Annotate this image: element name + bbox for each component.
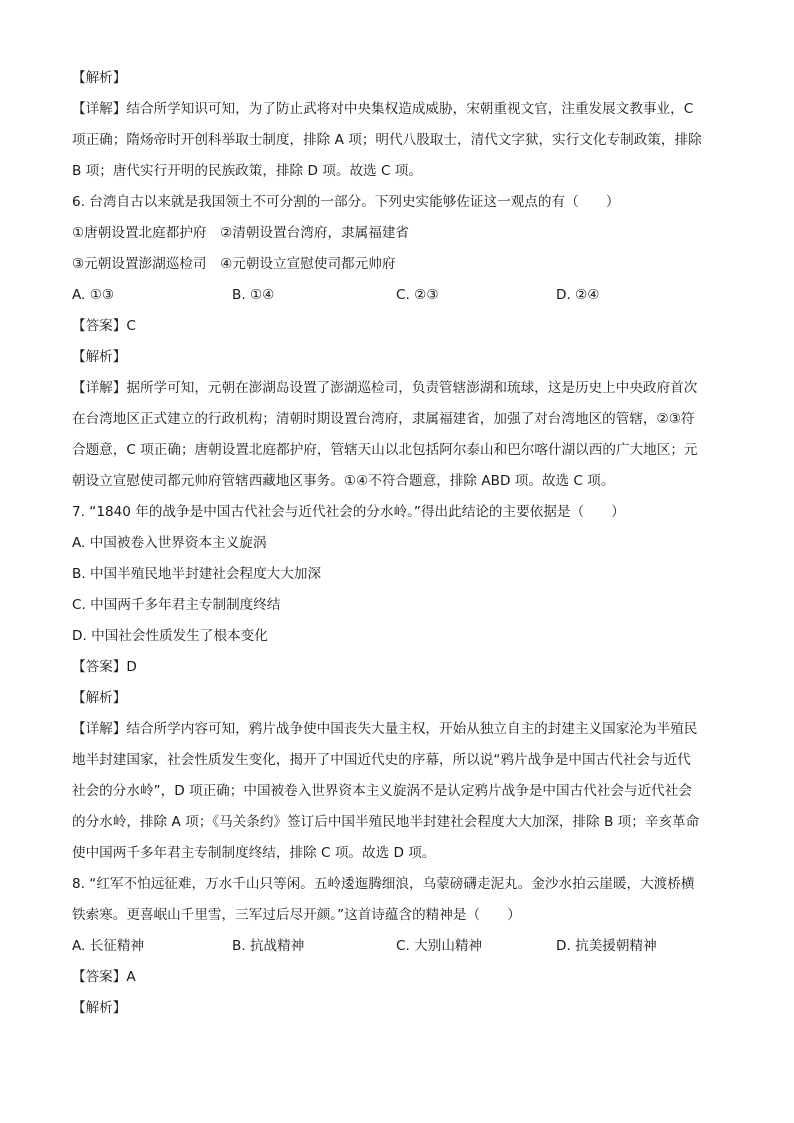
option-a: A. ①③ [72, 287, 115, 303]
text-line: 的分水岭，排除 A 项；《马关条约》签订后中国半殖民地半封建社会程度大大加深，排除 B 项；辛亥革命 [72, 814, 700, 830]
option-b: B. 抗战精神 [232, 938, 305, 954]
text-line: 社会的分水岭”，D 项正确；中国被卷入世界资本主义旋涡不是认定鸦片战争是中国古代社会与近代社会 [72, 783, 692, 799]
answer-label: 【答案】C [72, 318, 136, 334]
text-line: ③元朝设置澎湖巡检司 ④元朝设立宣慰使司都元帅府 [72, 256, 396, 272]
text-line: 【详解】结合所学知识可知，为了防止武将对中央集权造成威胁，宋朝重视文官，注重发展文教事业，C [72, 101, 694, 117]
text-line: 铁索寒。更喜岷山千里雪，三军过后尽开颜。”这首诗蕴含的精神是（ ） [72, 907, 521, 923]
option-d: D. 抗美援朝精神 [556, 938, 657, 954]
text-line: 地半封建国家，社会性质发生变化，揭开了中国近代史的序幕，所以说“鸦片战争是中国古代社会与近代 [72, 752, 691, 768]
analysis-label: 【解析】 [72, 1000, 127, 1016]
text-line: B 项；唐代实行开明的民族政策，排除 D 项。故选 C 项。 [72, 163, 422, 179]
analysis-label: 【解析】 [72, 70, 127, 86]
text-line: 使中国两千多年君主专制制度终结，排除 C 项。故选 D 项。 [72, 845, 436, 861]
analysis-label: 【解析】 [72, 349, 127, 365]
text-line: 项正确；隋炀帝时开创科举取士制度，排除 A 项；明代八股取士，清代文字狱，实行文化专制政策，排除 [72, 132, 702, 148]
text-line: 8. “红军不怕远征难，万水千山只等闲。五岭逶迤腾细浪，乌蒙磅礴走泥丸。金沙水拍云崖暖，大渡桥横 [72, 876, 695, 892]
answer-label: 【答案】A [72, 969, 136, 985]
answer-label: 【答案】D [72, 659, 137, 675]
text-line: B. 中国半殖民地半封建社会程度大大加深 [72, 566, 322, 582]
option-b: B. ①④ [232, 287, 275, 303]
option-a: A. 长征精神 [72, 938, 145, 954]
question-stem: 7. “1840 年的战争是中国古代社会与近代社会的分水岭。”得出此结论的主要依据是（ ） [72, 504, 625, 520]
text-line: C. 中国两千多年君主专制制度终结 [72, 597, 281, 613]
text-line: 在台湾地区正式建立的行政机构；清朝时期设置台湾府，隶属福建省，加强了对台湾地区的管辖，②③符 [72, 411, 695, 427]
option-c: C. ②③ [396, 287, 439, 303]
text-line: 【详解】结合所学内容可知，鸦片战争使中国丧失大量主权，开始从独立自主的封建主义国家沦为半殖民 [72, 721, 698, 737]
text-line: 合题意，C 项正确；唐朝设置北庭都护府，管辖天山以北包括阿尔泰山和巴尔喀什湖以西的广大地区；元 [72, 442, 698, 458]
option-d: D. ②④ [556, 287, 600, 303]
analysis-label: 【解析】 [72, 690, 127, 706]
text-line: D. 中国社会性质发生了根本变化 [72, 628, 268, 644]
text-line: 【详解】据所学可知，元朝在澎湖岛设置了澎湖巡检司，负责管辖澎湖和琉球，这是历史上中央政府首次 [72, 380, 698, 396]
option-c: C. 大别山精神 [396, 938, 483, 954]
question-stem: 6. 台湾自古以来就是我国领土不可分割的一部分。下列史实能够佐证这一观点的有（ ） [72, 194, 620, 210]
text-line: 朝设立宣慰使司都元帅府管辖西藏地区事务。①④不符合题意，排除 ABD 项。故选 C 项。 [72, 473, 615, 489]
text-line: ①唐朝设置北庭都护府 ②清朝设置台湾府，隶属福建省 [72, 225, 410, 241]
text-line: A. 中国被卷入世界资本主义旋涡 [72, 535, 267, 551]
